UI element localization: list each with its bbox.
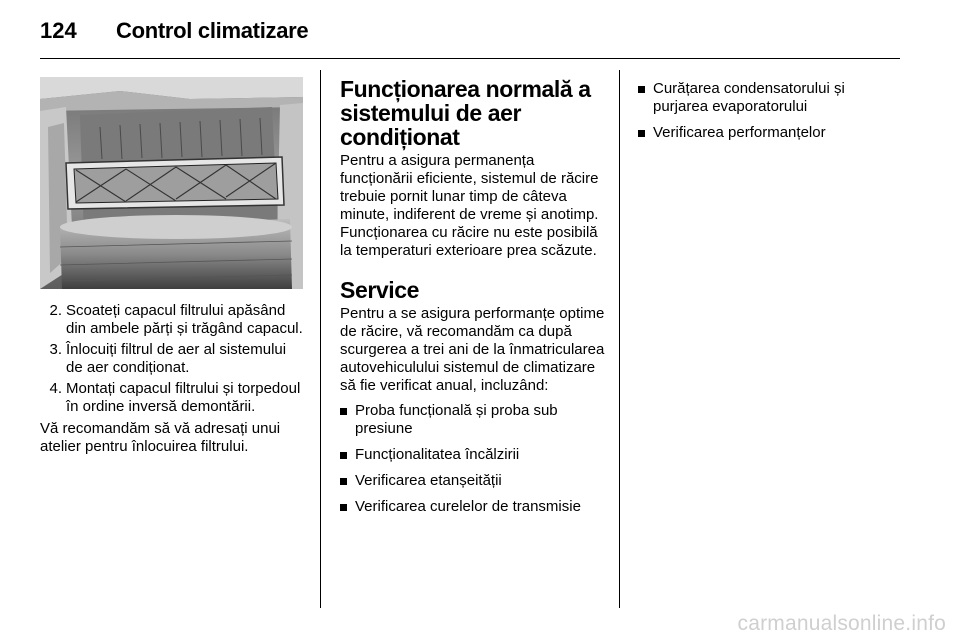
bullet-square-icon [340,478,347,485]
list-item [638,80,900,116]
instruction-steps [40,302,306,416]
list-item [638,124,900,142]
advice-paragraph: Vă recomandăm să vă adresați unui atelier pentru înlocuirea filtrului. [40,420,281,455]
column-divider-left [320,70,321,608]
section-title: Funcționarea normală a sistemului de aer condiționat [340,76,591,150]
step-text: Montați capacul filtrului și torpedoul în ordine inversă demontării. [66,380,301,415]
bullet-square-icon [340,504,347,511]
chapter-title: Control climatizare [116,18,309,43]
service-checklist [340,402,606,516]
right-column [638,80,900,150]
step-number: 4. [49,380,62,397]
service-paragraph: Pentru a se asigura performanțe optime de răcire, vă recomandăm ca după scurgerea a trei ani de la înmatricularea autovehiculului sistemul de climatizare să fie verificat anual, incluzând: [340,305,605,394]
left-column [40,77,306,456]
bullet-square-icon [638,86,645,93]
bullet-square-icon [340,452,347,459]
step-number: 2. [49,302,62,319]
list-item [340,402,606,438]
section-paragraph: Pentru a asigura permanența funcționării eficiente, sistemul de răcire trebuie pornit lunar timp de câteva minute, indiferent de vreme și anotimp. Funcționarea cu răcire nu este posibilă la temperaturi exterioare prea scăzute. [340,152,599,259]
step-item [40,302,306,338]
header-rule [40,58,900,59]
step-item [40,380,306,416]
list-item-text: Verificarea etanșeității [355,472,502,489]
step-text: Scoateți capacul filtrului apăsând din ambele părți și trăgând capacul. [66,302,303,337]
step-text: Înlocuiți filtrul de aer al sistemului de aer condiționat. [66,341,287,376]
list-item [340,472,606,490]
column-divider-right [619,70,620,608]
list-item-text: Verificarea performanțelor [653,124,826,141]
list-item [340,498,606,516]
middle-column [340,77,606,524]
bullet-square-icon [638,130,645,137]
step-item [40,341,306,377]
list-item-text: Curățarea condensatorului și purjarea evaporatorului [653,80,845,115]
list-item-text: Funcționalitatea încălzirii [355,446,520,463]
list-item-text: Proba funcțională și proba sub presiune [355,402,558,437]
bullet-square-icon [340,408,347,415]
list-item-text: Verificarea curelelor de transmisie [355,498,581,515]
watermark: carmanualsonline.info [737,612,946,635]
list-item [340,446,606,464]
step-number: 3. [49,341,62,358]
service-title: Service [340,277,420,303]
cabin-filter-photo-icon [40,77,303,289]
page-number: 124 [40,18,77,43]
service-checklist-continued [638,80,900,142]
